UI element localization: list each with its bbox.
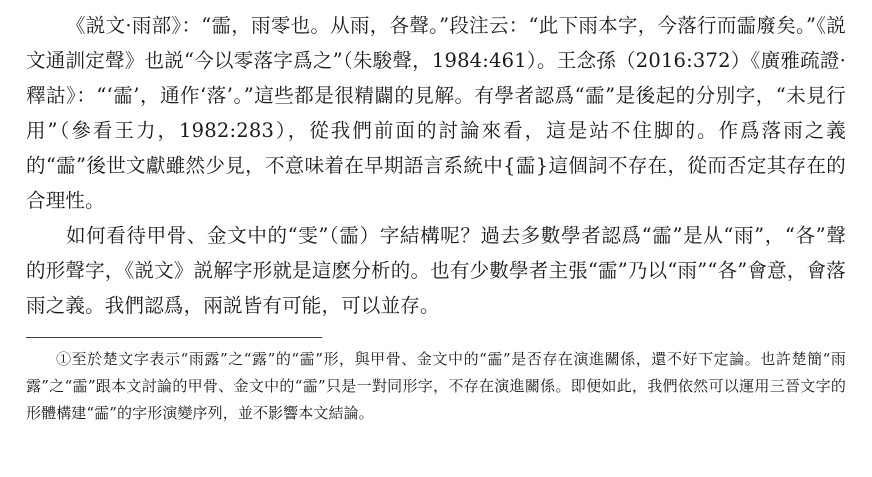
- footnote-area: [26, 346, 846, 427]
- footnote-separator: [26, 337, 322, 338]
- paragraph-2: 如何看待甲骨、金文中的“雯”（霝）字結構呢？過去多數學者認爲“霝”是从“雨”，“各”聲的形聲字，《説文》説解字形就是這麽分析的。也有少數學者主張“霝”乃以“雨”“各”會意，會落雨之義。我們認爲，兩説皆有可能，可以並存。: [26, 224, 846, 317]
- paragraph-1: 《説文·雨部》：“霝，雨零也。从雨，各聲。”段注云：“此下雨本字，今落行而霝廢矣。”《説文通訓定聲》也説“今以零落字爲之”（朱駿聲，1984:461）。王念孫（2016:372）《廣雅疏證·釋詁》：“‘霝’，通作‘落’。”這些都是很精闢的見解。有學者認爲“霝”是後起的分別字，“未見行用”（參看王力，1982:283），從我們前面的討論來看，這是站不住脚的。作爲落雨之義的“霝”後世文獻雖然少見，不意味着在早期語言系統中{霝}這個詞不存在，從而否定其存在的合理性。: [26, 14, 846, 212]
- footnote-marker: ①: [56, 350, 72, 368]
- body-text: [26, 8, 846, 323]
- footnote-text: 至於楚文字表示“雨露”之“露”的“霝”形，與甲骨、金文中的“霝”是否存在演進關係，還不好下定論。也許楚簡“雨露”之“霝”跟本文討論的甲骨、金文中的“霝”只是一對同形字，不存在演進關係。即便如此，我們依然可以運用三晉文字的形體構建“霝”的字形演變序列，並不影響本文結論。: [26, 350, 846, 422]
- footnote-1: [26, 346, 846, 427]
